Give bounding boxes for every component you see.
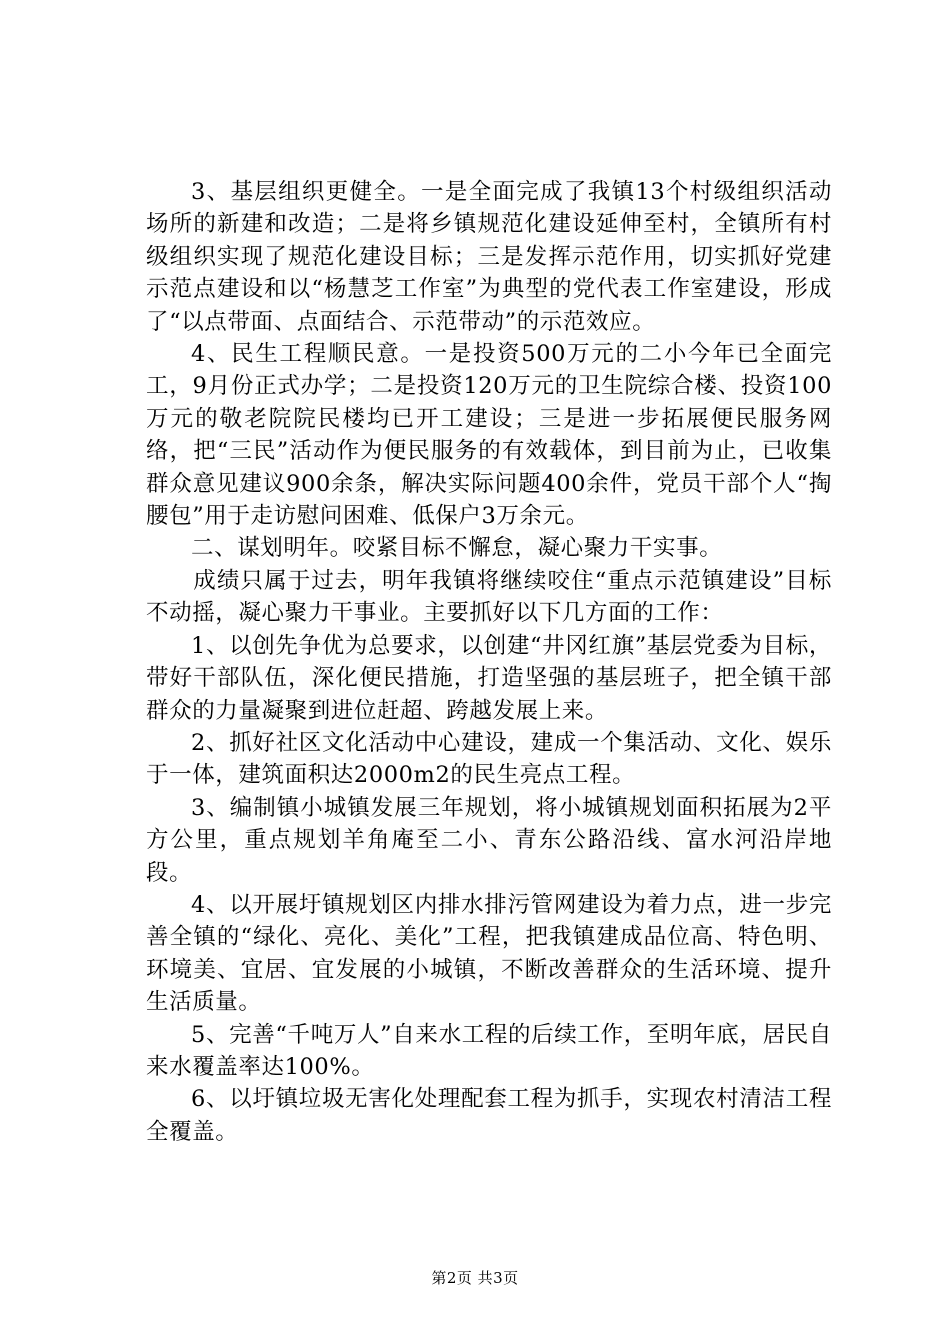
paragraph-task-1: 1、以创先争优为总要求，以创建“井冈红旗”基层党委为目标，带好干部队伍，深化便民措施，打造坚强的基层班子，把全镇干部群众的力量凝聚到进位赶超、跨越发展上来。 <box>146 632 832 724</box>
paragraph-livelihood-projects: 4、民生工程顺民意。一是投资500万元的二小今年已全面完工，9月份正式办学；二是投资120万元的卫生院综合楼、投资100万元的敬老院院民楼均已开工建设；三是进一步拓展便民服务网络，把“三民”活动作为便民服务的有效载体，到目前为止，已收集群众意见建议900余条，解决实际问题400余件，党员干部个人“掏腰包”用于走访慰问困难、低保户3万余元。 <box>146 341 832 530</box>
paragraph-task-6: 6、以圩镇垃圾无害化处理配套工程为抓手，实现农村清洁工程全覆盖。 <box>146 1086 832 1145</box>
paragraph-grassroots-organization: 3、基层组织更健全。一是全面完成了我镇13个村级组织活动场所的新建和改造；二是将乡镇规范化建设延伸至村，全镇所有村级组织实现了规范化建设目标；三是发挥示范作用，切实抓好党建示范点建设和以“杨慧芝工作室”为典型的党代表工作室建设，形成了“以点带面、点面结合、示范带动”的示范效应。 <box>146 179 832 335</box>
paragraph-task-4: 4、以开展圩镇规划区内排水排污管网建设为着力点，进一步完善全镇的“绿化、亮化、美化”工程，把我镇建成品位高、特色明、环境美、宜居、宜发展的小城镇，不断改善群众的生活环境、提升生活质量。 <box>146 891 832 1016</box>
paragraph-task-5: 5、完善“千吨万人”自来水工程的后续工作，至明年底，居民自来水覆盖率达100%。 <box>146 1021 832 1080</box>
section-heading-next-year: 二、谋划明年。咬紧目标不懈怠，凝心聚力干实事。 <box>191 535 723 562</box>
paragraph-task-2: 2、抓好社区文化活动中心建设，建成一个集活动、文化、娱乐于一体，建筑面积达2000m2的民生亮点工程。 <box>146 729 832 789</box>
paragraph-task-3: 3、编制镇小城镇发展三年规划，将小城镇规划面积拓展为2平方公里，重点规划羊角庵至二小、青东公路沿线、富水河沿岸地段。 <box>146 794 832 886</box>
paragraph-next-year-intro: 成绩只属于过去，明年我镇将继续咬住“重点示范镇建设”目标不动摇，凝心聚力干事业。主要抓好以下几方面的工作： <box>146 567 832 627</box>
document-body <box>146 176 832 1148</box>
page-footer: 第2页 共3页 <box>431 1269 519 1287</box>
